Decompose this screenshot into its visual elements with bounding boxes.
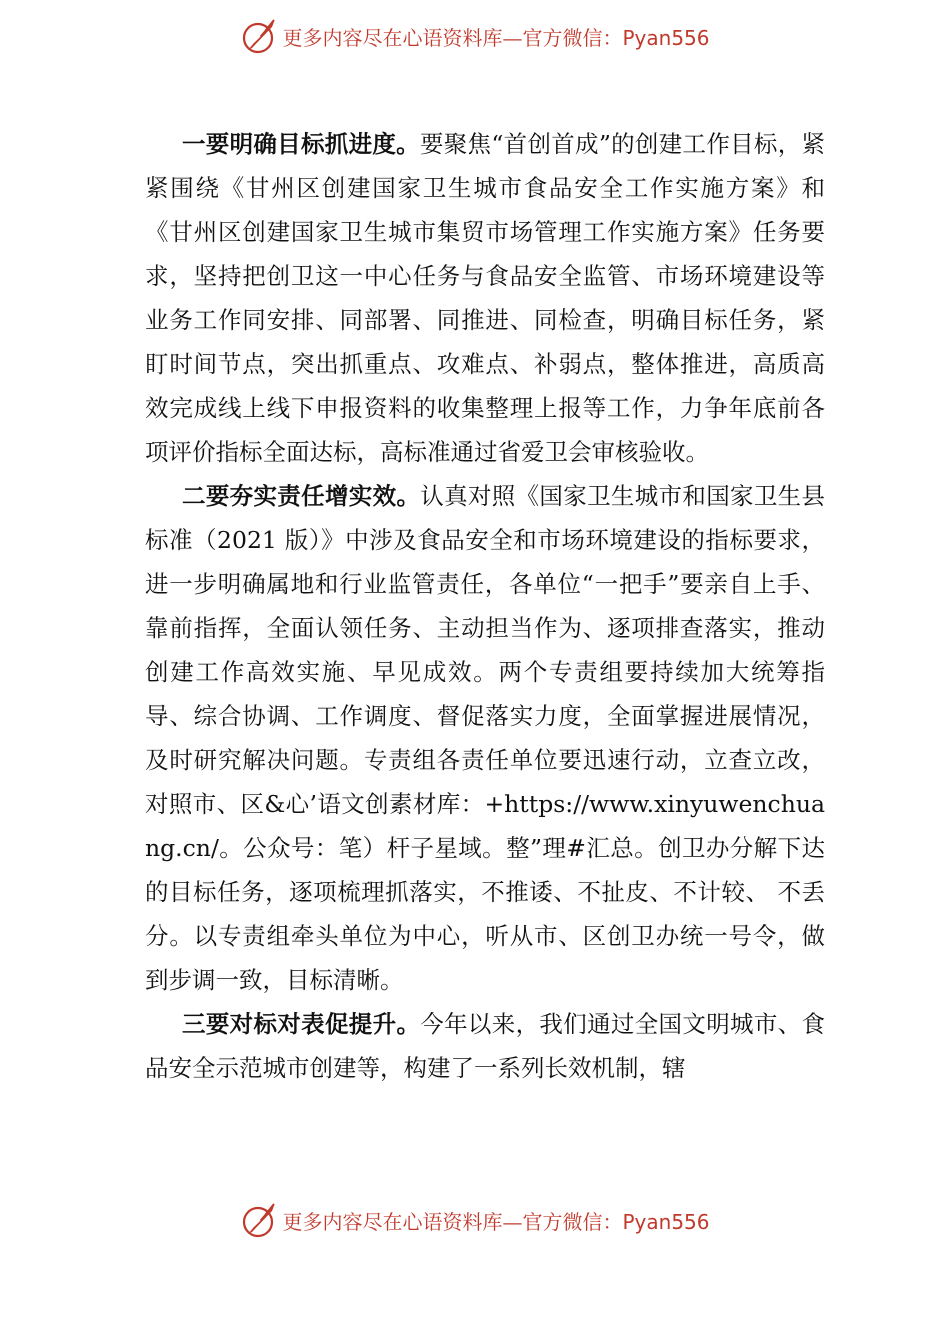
- wechat-id: Pyan556: [622, 25, 710, 50]
- header-banner: [0, 14, 950, 58]
- paragraph-3-text: 今年以来，我们通过全国文明城市、食品安全示范城市创建等，构建了一系列长效机制，辖: [145, 1010, 826, 1082]
- footer-banner: [0, 1198, 950, 1242]
- paragraph-2-text: 认真对照《国家卫生城市和国家卫生县标准（2021 版）》中涉及食品安全和市场环境建设的指标要求，进一步明确属地和行业监管责任，各单位“一把手”要亲自上手、靠前指挥，全面认领任务、主动担当作为、逐项排查落实，推动创建工作高效实施、早见成效。两个专责组要持续加大统筹指导、综合协调、工作调度、督促落实力度，全面掌握进展情况，及时研究解决问题。专责组各责任单位要迅速行动，立查立改，对照市、区&心’语文创素材库：+https://www.xinyuwenchuang.cn/。公众号：笔）杆子星域。整”理#汇总。创卫办分解下达的目标任务，逐项梳理抓落实，不推诿、不扯皮、不计较、 不丢分。以专责组牵头单位为中心，听从市、区创卫办统一号令，做到步调一致，目标清晰。: [145, 482, 826, 994]
- banner-text: [282, 1206, 709, 1235]
- paragraph-1-heading: 一要明确目标抓进度。: [182, 130, 420, 158]
- paragraph-2: [145, 474, 825, 1002]
- banner-prefix: 更多内容尽在心语资料库—: [282, 25, 523, 50]
- wechat-label: 官方微信：: [522, 25, 623, 50]
- wechat-label: 官方微信：: [522, 1209, 623, 1234]
- banner-text: [282, 22, 709, 51]
- paragraph-2-heading: 二要夯实责任增实效。: [182, 482, 421, 510]
- paragraph-1-text: 要聚焦“首创首成”的创建工作目标，紧紧围绕《甘州区创建国家卫生城市食品安全工作实施方案》和《甘州区创建国家卫生城市集贸市场管理工作实施方案》任务要求，坚持把创卫这一中心任务与食品安全监管、市场环境建设等业务工作同安排、同部署、同推进、同检查，明确目标任务，紧盯时间节点，突出抓重点、攻难点、补弱点，整体推进，高质高效完成线上线下申报资料的收集整理上报等工作，力争年底前各项评价指标全面达标，高标准通过省爱卫会审核验收。: [145, 130, 825, 466]
- paragraph-1: [145, 122, 825, 474]
- paragraph-3-heading: 三要对标对表促提升。: [182, 1010, 421, 1038]
- wechat-id: Pyan556: [622, 1209, 710, 1234]
- banner-prefix: 更多内容尽在心语资料库—: [282, 1209, 523, 1234]
- quill-pen-logo-icon: [240, 1200, 280, 1240]
- document-body: [145, 122, 825, 1090]
- paragraph-3: [145, 1002, 825, 1090]
- quill-pen-logo-icon: [240, 16, 280, 56]
